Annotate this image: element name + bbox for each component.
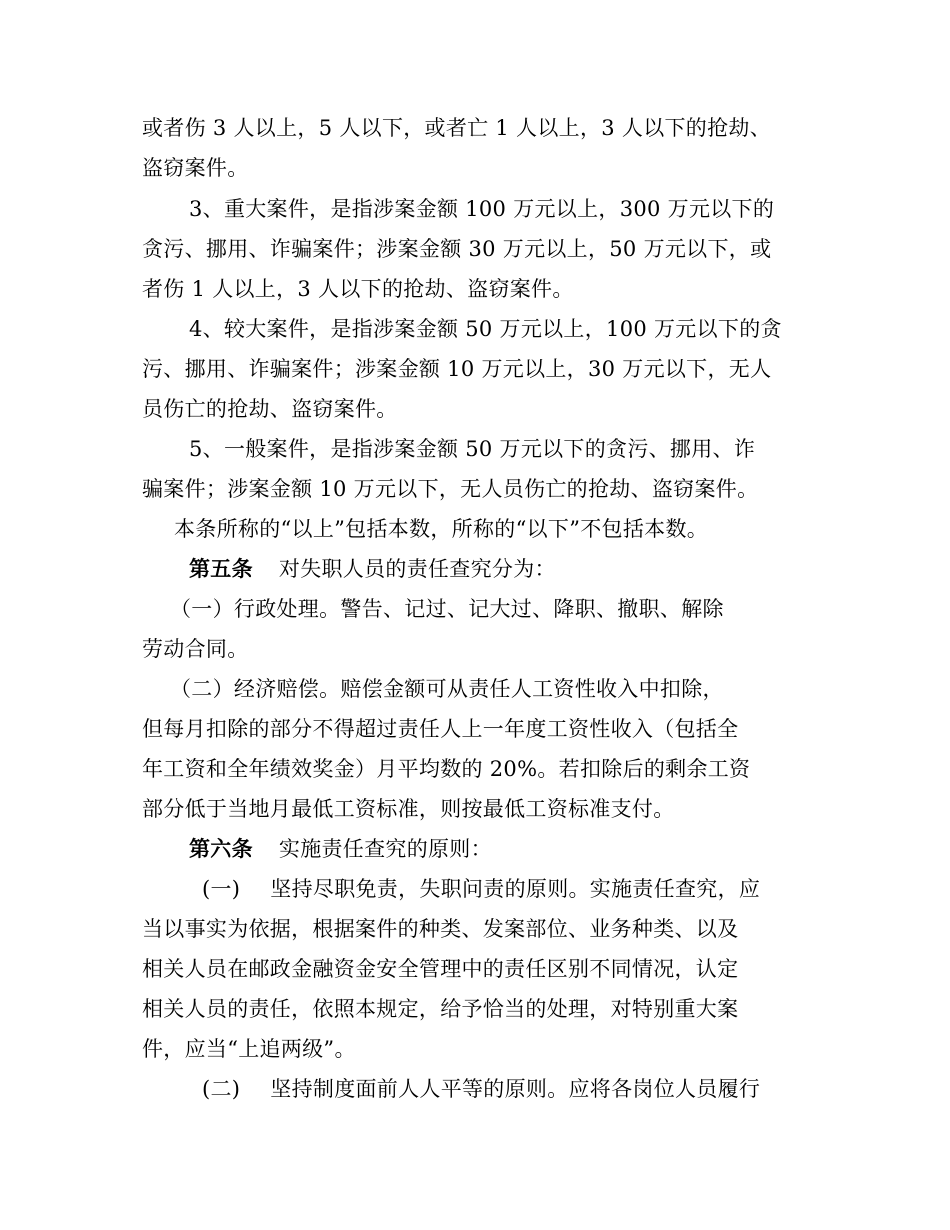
text-line: 者伤 1 人以上，3 人以下的抢劫、盗窃案件。 bbox=[142, 277, 574, 301]
text-line: （一）行政处理。警告、记过、记大过、降职、撤职、解除 bbox=[170, 597, 724, 621]
text-line: 4、较大案件，是指涉案金额 50 万元以上，100 万元以下的贪 bbox=[189, 317, 782, 341]
text-line: 5、一般案件，是指涉案金额 50 万元以下的贪污、挪用、诈 bbox=[189, 437, 756, 461]
text-line: （二）经济赔偿。赔偿金额可从责任人工资性收入中扣除， bbox=[170, 677, 724, 701]
text-line: 劳动合同。 bbox=[142, 637, 249, 661]
article-text: 对失职人员的责任查究分为： bbox=[278, 557, 556, 581]
text-line: 本条所称的“以上”包括本数，所称的“以下”不包括本数。 bbox=[174, 517, 709, 541]
article-heading bbox=[0, 835, 950, 863]
text-line: 贪污、挪用、诈骗案件；涉案金额 30 万元以上，50 万元以下，或 bbox=[142, 237, 772, 261]
clause-line bbox=[0, 1075, 950, 1103]
text-line: 部分低于当地月最低工资标准，则按最低工资标准支付。 bbox=[142, 797, 675, 821]
text-line: 污、挪用、诈骗案件；涉案金额 10 万元以上，30 万元以下，无人 bbox=[142, 357, 772, 381]
clause-number: (二) bbox=[202, 1077, 241, 1101]
text-line: 员伤亡的抢劫、盗窃案件。 bbox=[142, 397, 398, 421]
article-heading bbox=[0, 555, 950, 583]
text-line: 但每月扣除的部分不得超过责任人上一年度工资性收入（包括全 bbox=[142, 717, 739, 741]
text-line: 相关人员在邮政金融资金安全管理中的责任区别不同情况，认定 bbox=[142, 957, 739, 981]
clause-text: 坚持制度面前人人平等的原则。应将各岗位人员履行 bbox=[270, 1077, 761, 1101]
clause-number: (一) bbox=[202, 877, 241, 901]
clause-line bbox=[0, 875, 950, 903]
text-line: 年工资和全年绩效奖金）月平均数的 20%。若扣除后的剩余工资 bbox=[142, 757, 751, 781]
text-line: 盗窃案件。 bbox=[142, 156, 249, 180]
text-line: 骗案件；涉案金额 10 万元以下，无人员伤亡的抢劫、盗窃案件。 bbox=[142, 477, 759, 501]
article-label: 第五条 bbox=[189, 556, 253, 581]
text-line: 相关人员的责任，依照本规定，给予恰当的处理，对特别重大案 bbox=[142, 997, 739, 1021]
article-text: 实施责任查究的原则： bbox=[278, 837, 492, 861]
text-line: 当以事实为依据，根据案件的种类、发案部位、业务种类、以及 bbox=[142, 917, 739, 941]
text-line: 或者伤 3 人以上，5 人以下，或者亡 1 人以上，3 人以下的抢劫、 bbox=[142, 116, 771, 140]
article-label: 第六条 bbox=[189, 836, 253, 861]
text-line: 件，应当“上追两级”。 bbox=[142, 1037, 356, 1061]
text-line: 3、重大案件，是指涉案金额 100 万元以上，300 万元以下的 bbox=[189, 197, 775, 221]
clause-text: 坚持尽职免责，失职问责的原则。实施责任查究，应 bbox=[270, 877, 761, 901]
